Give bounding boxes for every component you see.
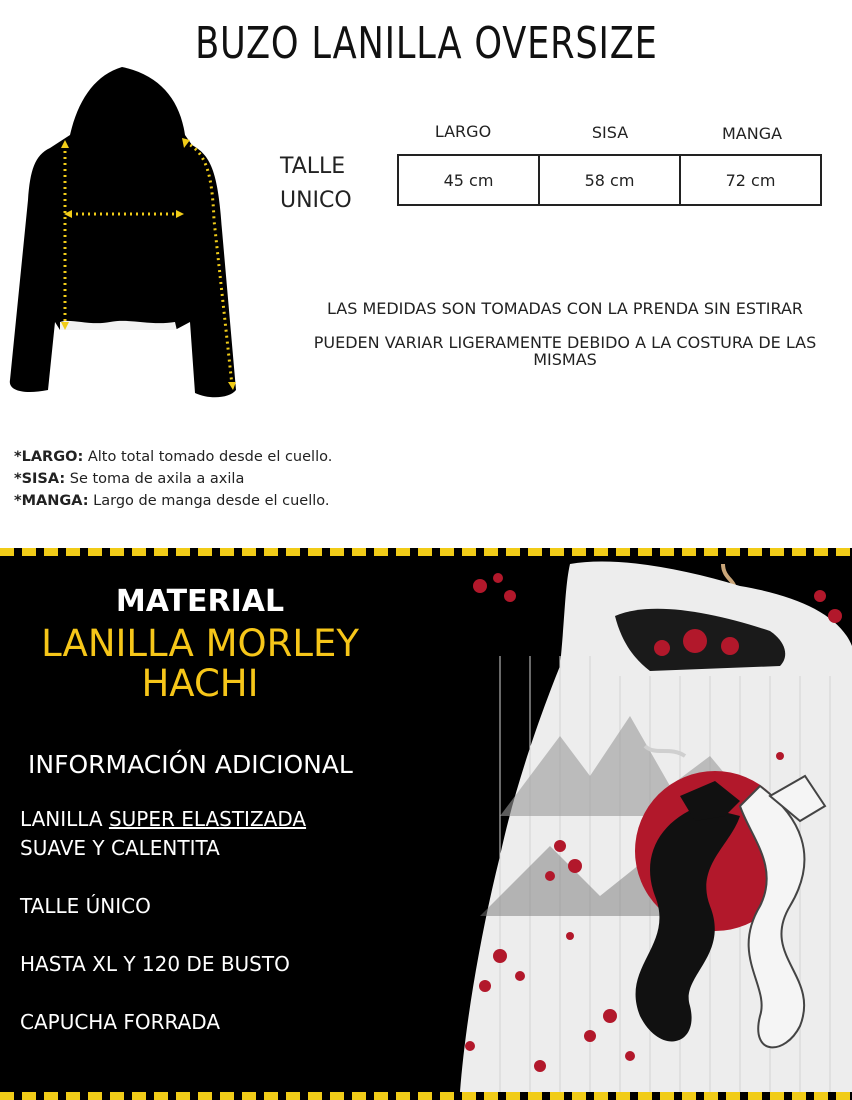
legend-manga: *MANGA: Largo de manga desde el cuello. [14, 493, 330, 509]
talle-line-1: TALLE [280, 154, 346, 179]
page-title: BUZO LANILLA OVERSIZE [195, 18, 658, 69]
value-largo: 45 cm [399, 156, 540, 204]
info-underlined-text: SUPER ELASTIZADA [108, 807, 307, 831]
talle-line-2: UNICO [280, 188, 352, 213]
header-sisa: SISA [591, 123, 629, 142]
header-largo: LARGO [434, 122, 492, 141]
measure-legend [14, 446, 332, 512]
material-name-line-2: HACHI [141, 662, 259, 705]
hoodie-silhouette-diagram [0, 60, 260, 405]
legend-largo: *LARGO: Alto total tomado desde el cuello. [14, 449, 333, 465]
value-sisa: 58 cm [540, 156, 681, 204]
material-label: MATERIAL [115, 584, 285, 619]
material-name-line-1: LANILLA MORLEY [41, 622, 359, 665]
measure-note-2 [280, 334, 850, 368]
info-line-1b: SUAVE Y CALENTITA [20, 836, 220, 860]
hoodie-product-photo [440, 556, 852, 1092]
divider-stripe-top [0, 548, 852, 556]
measure-note-2-line-b: MISMAS [533, 350, 597, 369]
divider-stripe-bottom [0, 1092, 852, 1100]
value-manga: 72 cm [725, 170, 776, 190]
info-line-4: CAPUCHA FORRADA [20, 1010, 221, 1034]
measure-note-2-line-a: PUEDEN VARIAR LIGERAMENTE DEBIDO A LA COSTURA DE LAS [313, 333, 817, 352]
info-line-3: HASTA XL Y 120 DE BUSTO [20, 952, 290, 976]
size-table [397, 154, 822, 206]
info-line-2: TALLE ÚNICO [20, 894, 151, 918]
info-line-1: LANILLA SUPER ELASTIZADA SUAVE Y CALENTITA [20, 805, 306, 863]
legend-sisa: *SISA: Se toma de axila a axila [14, 471, 245, 487]
header-manga: MANGA [721, 124, 783, 143]
info-title: INFORMACIÓN ADICIONAL [28, 750, 353, 779]
talle-label [280, 150, 352, 218]
material-name [0, 624, 400, 704]
measure-note-1: LAS MEDIDAS SON TOMADAS CON LA PRENDA SIN ESTIRAR [326, 299, 804, 318]
